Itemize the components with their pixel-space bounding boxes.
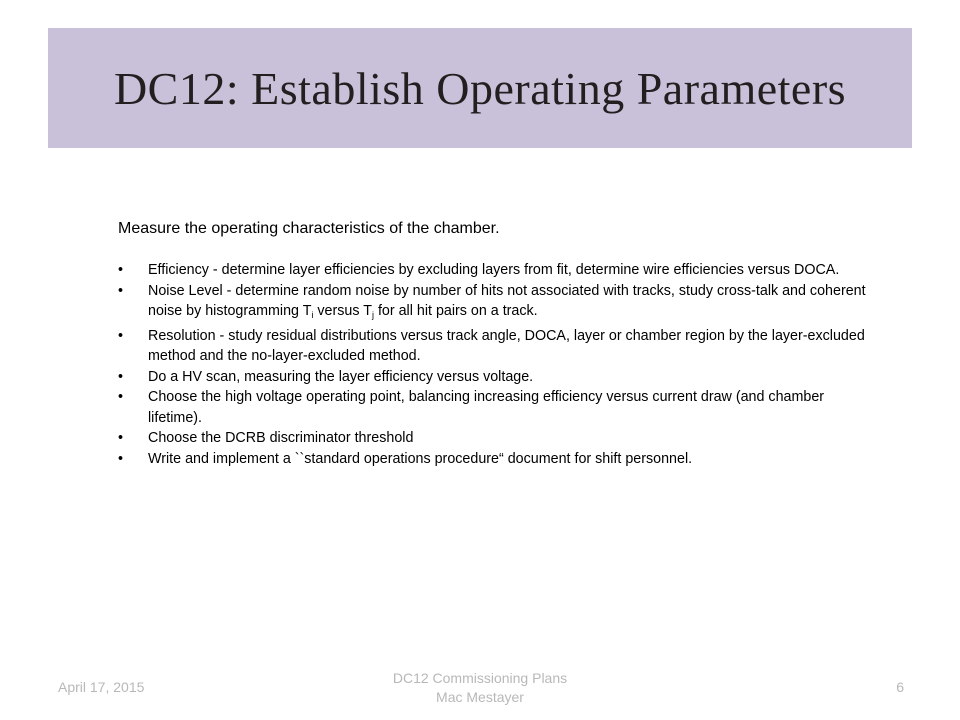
bullet-dot-icon: •: [118, 389, 124, 405]
footer-presentation-title: DC12 Commissioning Plans: [392, 670, 568, 686]
bullet-text: Write and implement a ``standard operations procedure“ document for shift personnel.: [148, 450, 693, 467]
bullet-text: Choose the DCRB discriminator threshold: [148, 430, 414, 446]
bullet-dot-icon: •: [118, 368, 124, 385]
bullet-text: versus T: [313, 303, 372, 319]
bullet-hv-point: [118, 387, 878, 428]
bullet-dot-icon: •: [118, 282, 124, 299]
footer-center: [330, 669, 630, 707]
page-number: 6: [896, 679, 904, 695]
bullet-hv-scan: [118, 367, 878, 388]
bullet-text: Do a HV scan, measuring the layer efficiency versus voltage.: [148, 368, 534, 385]
bullet-text: Resolution - study residual distributions versus track angle, DOCA, layer or chamber region by the layer-excluded method and the no-layer-excluded method.: [148, 327, 865, 364]
slide-body: [118, 218, 878, 469]
bullet-text: Noise Level - determine random noise by number of hits not associated with tracks, study cross-talk and coherent noise by histogramming T: [148, 282, 866, 319]
bullet-noise: [118, 281, 878, 326]
footer-date: April 17, 2015: [58, 679, 145, 695]
slide-title: DC12: Establish Operating Parameters: [113, 62, 847, 114]
bullet-text: Efficiency - determine layer efficiencies by excluding layers from fit, determine wire efficiencies versus DOCA.: [148, 262, 840, 278]
bullet-dot-icon: •: [118, 262, 124, 278]
bullet-dot-icon: •: [118, 327, 124, 344]
subscript: i: [311, 310, 314, 320]
subscript: j: [371, 310, 374, 320]
bullet-list: [118, 260, 878, 469]
bullet-dcrb: [118, 428, 878, 449]
bullet-resolution: [118, 326, 878, 367]
bullet-text: for all hit pairs on a track.: [373, 303, 538, 319]
bullet-sop: [118, 449, 878, 470]
title-band: [48, 28, 912, 148]
bullet-dot-icon: •: [118, 430, 124, 446]
bullet-efficiency: [118, 260, 878, 281]
bullet-text: Choose the high voltage operating point, balancing increasing efficiency versus current draw (and chamber lifetime).: [148, 389, 825, 426]
footer-author: Mac Mestayer: [436, 689, 524, 705]
bullet-dot-icon: •: [118, 450, 124, 467]
intro-text: Measure the operating characteristics of the chamber.: [118, 220, 500, 237]
